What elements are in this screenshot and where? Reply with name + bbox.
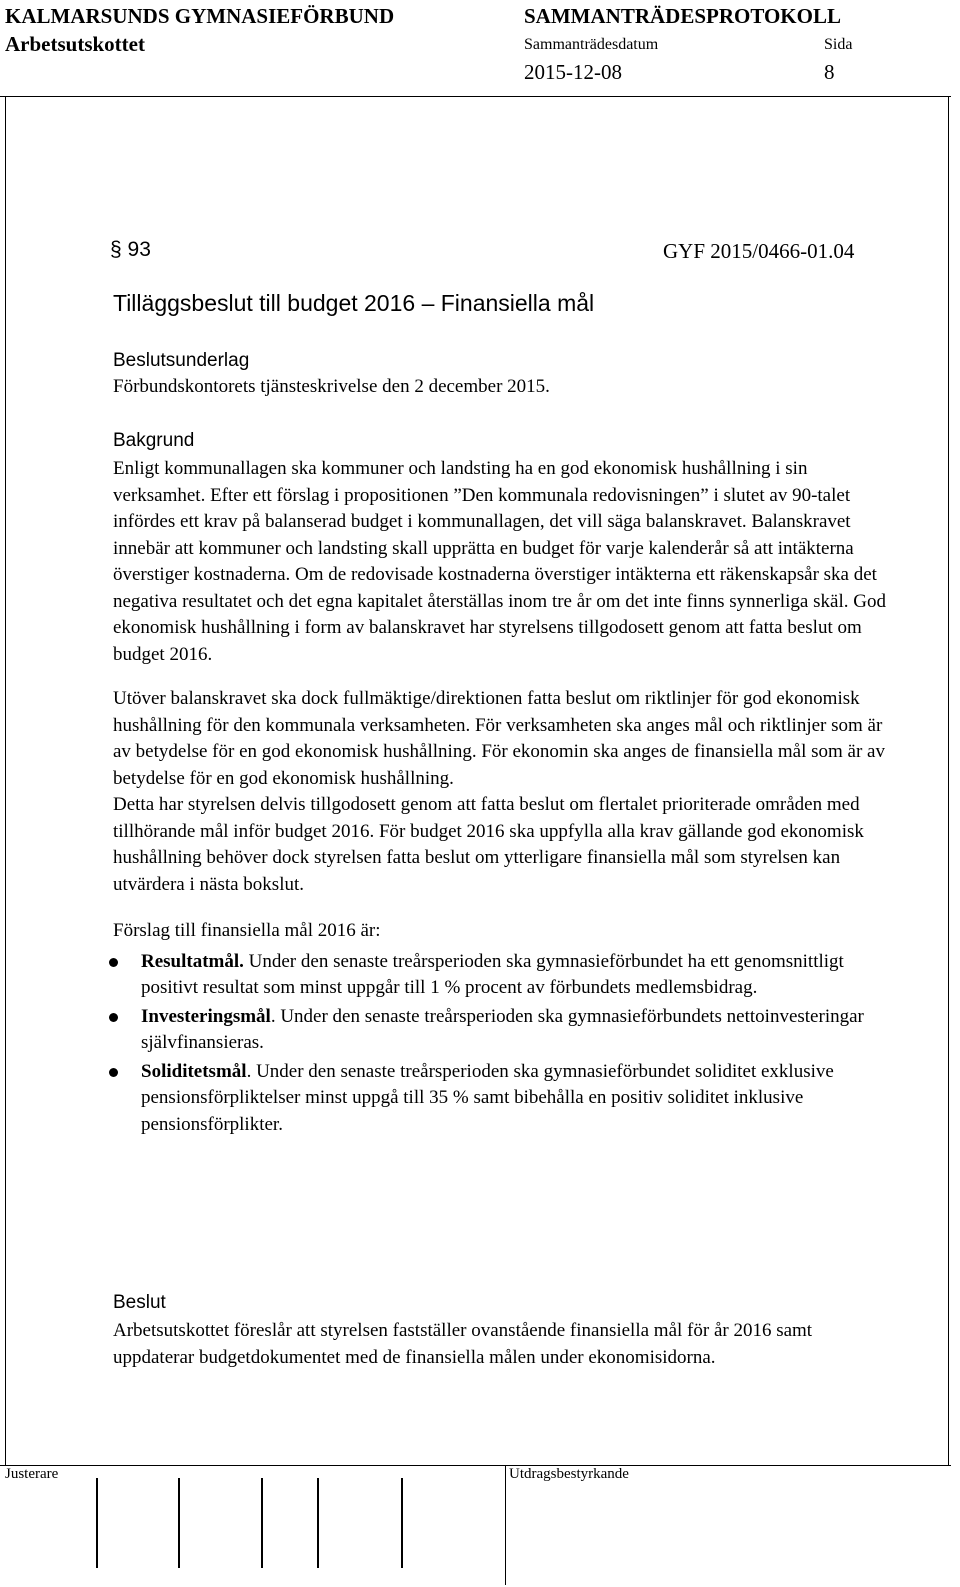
- goals-intro: Förslag till finansiella mål 2016 är:: [113, 920, 381, 941]
- section-number: [110, 238, 151, 262]
- doc-type: SAMMANTRÄDESPROTOKOLL: [524, 4, 841, 28]
- justerare-label: Justerare: [5, 1466, 59, 1482]
- frame-right-rule: [948, 96, 949, 1466]
- org-name: KALMARSUNDS GYMNASIEFÖRBUND: [5, 4, 395, 28]
- signature-field-2: [178, 1478, 180, 1568]
- beslutsunderlag-text: Förbundskontorets tjänsteskrivelse den 2 december 2015.: [113, 376, 550, 397]
- signature-divider: [505, 1465, 506, 1585]
- utdrag-label: Utdragsbestyrkande: [509, 1466, 629, 1482]
- meeting-date: 2015-12-08: [524, 60, 622, 84]
- signature-field-4: [317, 1478, 319, 1568]
- beslut-text: Arbetsutskottet föreslår att styrelsen fastställer ovanstående finansiella mål för år 2016 samt uppdaterar budgetdokumentet med de finansiella målen under ekonomisidorna.: [113, 1320, 813, 1368]
- bakgrund-body: [113, 456, 893, 1140]
- frame-top-rule: [0, 96, 951, 97]
- paragraph-mark: §: [110, 238, 122, 261]
- frame-left-rule: [5, 96, 6, 1466]
- section-number-value: 93: [127, 238, 151, 261]
- section-title: Tilläggsbeslut till budget 2016 – Finansiella mål: [113, 290, 595, 316]
- goal-item-soliditet: Soliditetsmål. Under den senaste treårsperioden ska gymnasieförbundet soliditet exklusive pensionsförpliktelser minst uppgå till 35 % samt bibehålla en positiv soliditet inklusive pensionsförplikter.: [113, 1059, 893, 1139]
- beslutsunderlag-heading: Beslutsunderlag: [113, 350, 250, 371]
- bakgrund-paragraph-2: Utöver balanskravet ska dock fullmäktige/direktionen fatta beslut om riktlinjer för god ekonomisk hushållning för den kommunala verksamheten. För verksamheten ska anges mål och riktlinjer som är av betydelse för en god ekonomisk hushållning. För ekonomin ska anges de finansiella mål som är av betydelse för en god ekonomisk hushållning.: [113, 688, 885, 789]
- goals-list: [113, 949, 893, 1139]
- page-number: 8: [824, 60, 835, 84]
- bakgrund-heading: Bakgrund: [113, 430, 195, 451]
- goal-item-resultat: Resultatmål. Under den senaste treårsperioden ska gymnasieförbundet ha ett genomsnittligt positivt resultat som minst uppgår till 1 % procent av förbundets medlemsbidrag.: [113, 949, 893, 1002]
- date-label: Sammanträdesdatum: [524, 36, 659, 53]
- frame-bottom-rule: [0, 1465, 951, 1466]
- bakgrund-paragraph-3: Detta har styrelsen delvis tillgodosett genom att fatta beslut om flertalet prioriterade områden med tillhörande mål inför budget 2016. För budget 2016 ska uppfylla alla krav gällande god ekonomisk hushållning behöver dock styrelsen fatta beslut om ytterligare finansiella mål som styrelsen kan utvärdera i nästa bokslut.: [113, 794, 864, 895]
- signature-field-1: [96, 1478, 98, 1568]
- goal-item-investering: Investeringsmål. Under den senaste treårsperioden ska gymnasieförbundets nettoinvesteringar självfinansieras.: [113, 1004, 893, 1057]
- signature-field-3: [261, 1478, 263, 1568]
- page-label: Sida: [824, 36, 853, 53]
- beslut-heading: Beslut: [113, 1292, 166, 1313]
- bakgrund-paragraph-1: Enligt kommunallagen ska kommuner och landsting ha en god ekonomisk hushållning i sin verksamhet. Efter ett förslag i propositionen ”Den kommunala redovisningen” i slutet av 90-talet infördes ett krav på balanserad budget i kommunallagen, det vill säga balanskravet. Balanskravet innebär att kommuner och landsting skall upprätta en budget för varje kalenderår så att intäkterna överstiger kostnaderna. Om de redovisade kostnaderna överstiger intäkterna ett räkenskapsår ska det negativa resultatet och det egna kapitalet återställas inom tre år om det inte finns synnerliga skäl. God ekonomisk hushållning i form av balanskravet har styrelsens tillgodosett genom att fatta beslut om budget 2016.: [113, 458, 886, 665]
- committee-name: Arbetsutskottet: [5, 32, 145, 56]
- signature-field-5: [401, 1478, 403, 1568]
- case-reference: GYF 2015/0466-01.04: [663, 239, 855, 263]
